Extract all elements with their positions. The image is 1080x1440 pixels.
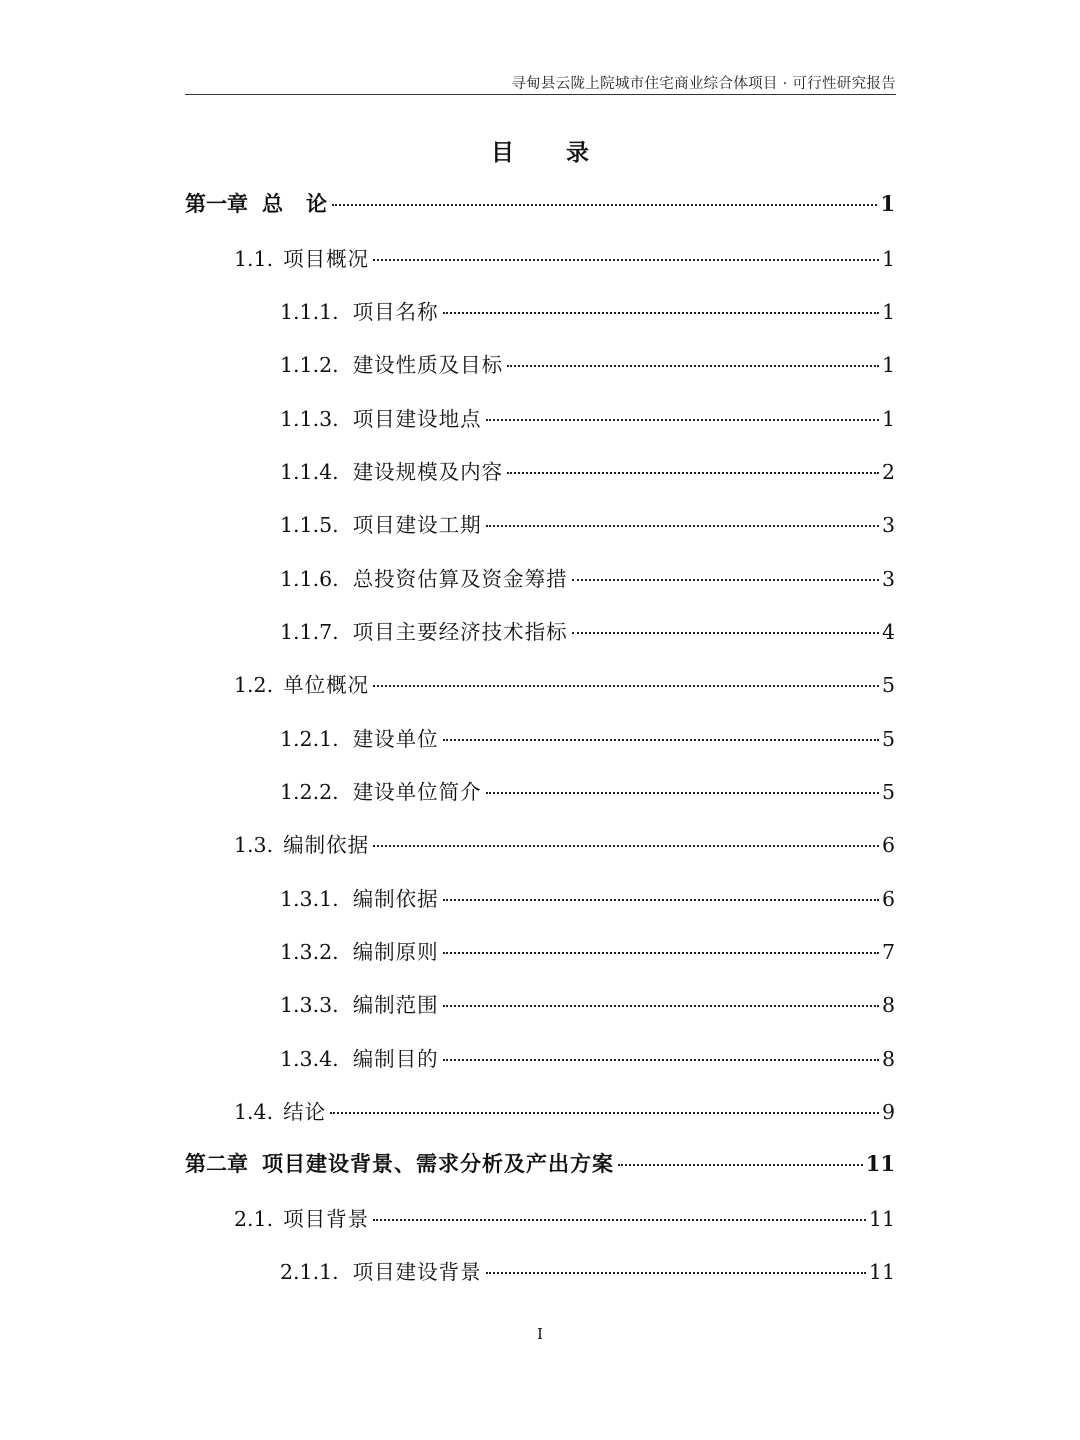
toc-entry-1-1[interactable] xyxy=(234,242,895,272)
toc-entry-1-2[interactable] xyxy=(234,668,895,698)
toc-entry-page: 1 xyxy=(881,300,895,324)
toc-entry-number: 1.1.3. xyxy=(280,407,339,431)
toc-entry-label: 建设单位简介 xyxy=(352,780,482,804)
toc-entry-label: 编制目的 xyxy=(352,1047,439,1071)
toc-entry-page: 11 xyxy=(865,1151,895,1176)
toc-entry-number: 第二章 xyxy=(185,1151,248,1176)
header-title: 寻甸县云陇上院城市住宅商业综合体项目 · 可行性研究报告 xyxy=(511,76,896,92)
toc-entry-label: 建设性质及目标 xyxy=(352,353,504,377)
toc-entry-2-1-1[interactable] xyxy=(280,1255,895,1285)
toc-entry-1-1-3[interactable] xyxy=(280,402,895,432)
toc-entry-number: 1.2. xyxy=(234,673,274,697)
toc-entry-page: 1 xyxy=(880,191,895,216)
toc-entry-label: 项目名称 xyxy=(352,300,439,324)
toc-entry-label: 项目建设地点 xyxy=(352,407,482,431)
toc-entry-number: 1.1.5. xyxy=(280,513,339,537)
toc-dot-leader xyxy=(572,579,879,581)
toc-dot-leader xyxy=(572,632,879,634)
toc-entry-page: 5 xyxy=(881,727,895,751)
toc-entry-label: 项目建设背景、需求分析及产出方案 xyxy=(262,1151,614,1176)
toc-dot-leader xyxy=(486,1272,866,1274)
toc-entry-number: 2.1.1. xyxy=(280,1260,339,1284)
toc-entry-1-1-2[interactable] xyxy=(280,348,895,378)
toc-entry-number: 1.3.4. xyxy=(280,1047,339,1071)
toc-entry-label: 项目建设工期 xyxy=(352,513,482,537)
toc-entry-label: 编制范围 xyxy=(352,993,439,1017)
toc-dot-leader xyxy=(373,259,879,261)
toc-entry-label: 结论 xyxy=(283,1100,327,1124)
toc-entry-number: 第一章 xyxy=(185,191,248,216)
toc-entry-number: 1.3. xyxy=(234,833,274,857)
toc-entry-1-3-4[interactable] xyxy=(280,1042,895,1072)
toc-entry-number: 1.2.2. xyxy=(280,780,339,804)
toc-dot-leader xyxy=(332,204,877,206)
toc-entry-number: 1.1.6. xyxy=(280,567,339,591)
toc-dot-leader xyxy=(443,899,879,901)
toc-dot-leader xyxy=(618,1164,863,1166)
toc-entry-page: 3 xyxy=(881,567,895,591)
toc-entry-chapter-2[interactable] xyxy=(185,1148,895,1178)
toc-entry-number: 1.3.2. xyxy=(280,940,339,964)
toc-dot-leader xyxy=(443,1059,879,1061)
toc-entry-chapter-1[interactable] xyxy=(185,188,895,218)
toc-entry-page: 3 xyxy=(881,513,895,537)
toc-entry-page: 1 xyxy=(881,247,895,271)
toc-entry-label: 单位概况 xyxy=(283,673,370,697)
toc-title: 目 录 xyxy=(490,139,611,166)
toc-entry-number: 1.1. xyxy=(234,247,274,271)
toc-entry-2-1[interactable] xyxy=(234,1202,895,1232)
toc-entry-page: 11 xyxy=(868,1260,895,1284)
toc-dot-leader xyxy=(507,365,879,367)
toc-entry-number: 1.3.3. xyxy=(280,993,339,1017)
toc-dot-leader xyxy=(443,1005,879,1007)
toc-entry-page: 8 xyxy=(881,1047,895,1071)
toc-entry-label: 编制依据 xyxy=(352,887,439,911)
toc-entry-label: 总投资估算及资金筹措 xyxy=(352,567,568,591)
toc-entry-number: 1.1.1. xyxy=(280,300,339,324)
toc-entry-page: 5 xyxy=(881,780,895,804)
toc-entry-page: 2 xyxy=(881,460,895,484)
toc-entry-page: 1 xyxy=(881,407,895,431)
toc-entry-label: 建设单位 xyxy=(352,727,439,751)
toc-entry-label: 项目主要经济技术指标 xyxy=(352,620,568,644)
toc-entry-page: 1 xyxy=(881,353,895,377)
toc-entry-label: 建设规模及内容 xyxy=(352,460,504,484)
toc-entry-page: 9 xyxy=(881,1100,895,1124)
toc-entry-label: 项目概况 xyxy=(283,247,370,271)
toc-entry-number: 1.1.4. xyxy=(280,460,339,484)
toc-entry-page: 6 xyxy=(881,887,895,911)
toc-entry-1-2-2[interactable] xyxy=(280,775,895,805)
toc-entry-page: 11 xyxy=(868,1207,895,1231)
toc-dot-leader xyxy=(373,685,879,687)
toc-entry-label: 总 论 xyxy=(262,191,328,216)
toc-entry-number: 1.3.1. xyxy=(280,887,339,911)
toc-entry-1-1-1[interactable] xyxy=(280,295,895,325)
toc-entry-1-1-6[interactable] xyxy=(280,562,895,592)
toc-entry-number: 1.1.2. xyxy=(280,353,339,377)
toc-entry-number: 1.4. xyxy=(234,1100,274,1124)
toc-entry-1-3[interactable] xyxy=(234,828,895,858)
toc-entry-number: 2.1. xyxy=(234,1207,274,1231)
toc-dot-leader xyxy=(373,845,879,847)
toc-entry-1-3-2[interactable] xyxy=(280,935,895,965)
toc-entry-1-1-7[interactable] xyxy=(280,615,895,645)
toc-entry-1-3-3[interactable] xyxy=(280,988,895,1018)
toc-entry-number: 1.1.7. xyxy=(280,620,339,644)
toc-dot-leader xyxy=(507,472,879,474)
toc-entry-1-3-1[interactable] xyxy=(280,882,895,912)
toc-dot-leader xyxy=(486,419,879,421)
toc-entry-1-1-5[interactable] xyxy=(280,508,895,538)
toc-entry-page: 8 xyxy=(881,993,895,1017)
toc-entry-1-1-4[interactable] xyxy=(280,455,895,485)
toc-entry-page: 7 xyxy=(881,940,895,964)
toc-entry-1-2-1[interactable] xyxy=(280,722,895,752)
toc-entry-page: 6 xyxy=(881,833,895,857)
toc-dot-leader xyxy=(443,739,879,741)
toc-dot-leader xyxy=(443,312,879,314)
toc-entry-label: 项目建设背景 xyxy=(352,1260,482,1284)
toc-entry-label: 编制原则 xyxy=(352,940,439,964)
toc-entry-page: 4 xyxy=(881,620,895,644)
toc-dot-leader xyxy=(330,1112,879,1114)
toc-dot-leader xyxy=(486,792,879,794)
toc-dot-leader xyxy=(443,952,879,954)
toc-dot-leader xyxy=(373,1219,866,1221)
toc-entry-1-4[interactable] xyxy=(234,1095,895,1125)
page-number: I xyxy=(537,1325,543,1343)
toc-entry-page: 5 xyxy=(881,673,895,697)
toc-entry-number: 1.2.1. xyxy=(280,727,339,751)
toc-entry-label: 编制依据 xyxy=(283,833,370,857)
toc-dot-leader xyxy=(486,525,879,527)
toc-entry-label: 项目背景 xyxy=(283,1207,370,1231)
